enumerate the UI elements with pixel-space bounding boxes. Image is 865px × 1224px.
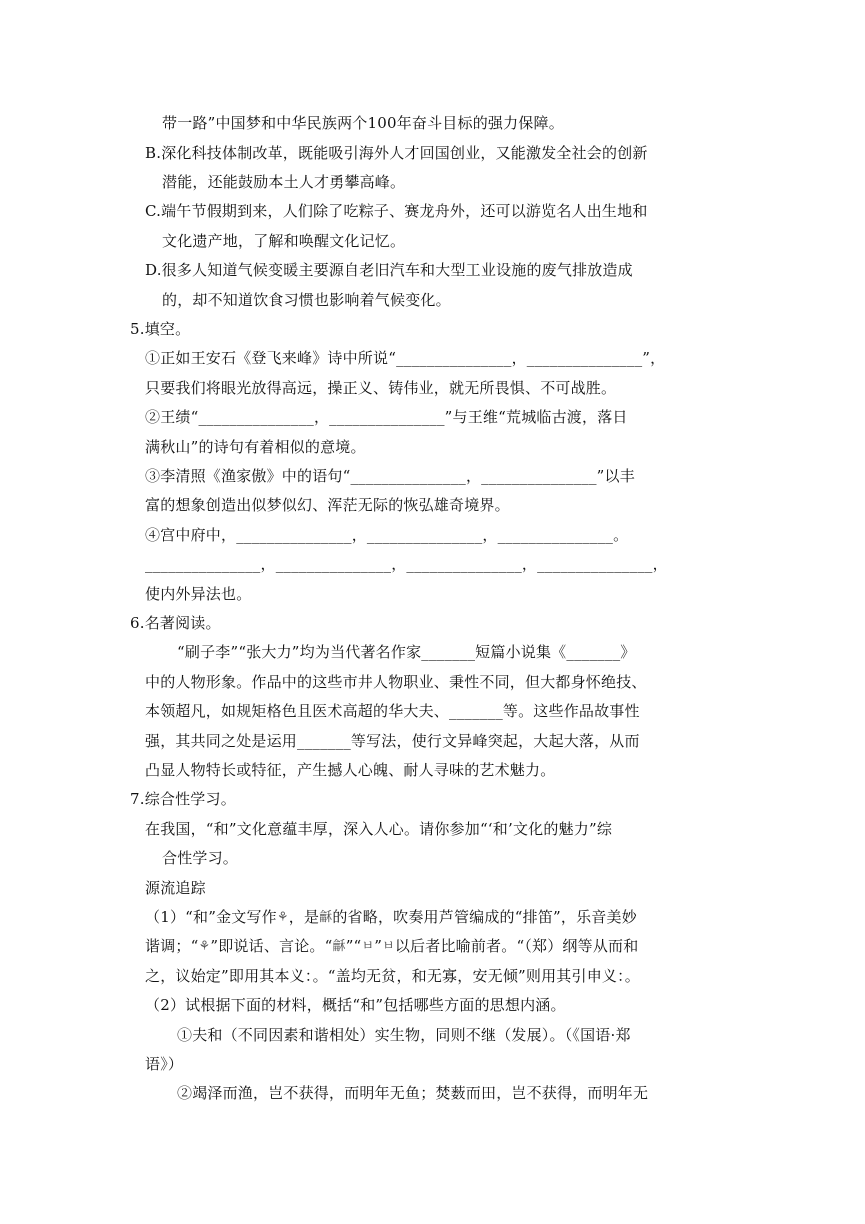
question-7-heading: 7.综合性学习。: [130, 790, 236, 808]
origin-text-2b: ”即说话、言论。“: [210, 937, 333, 955]
bronze-script-mouth-glyph-icon: ㅂ: [361, 939, 375, 954]
option-d-continuation: 的，却不知道饮食习惯也影响着气候变化。: [162, 291, 451, 309]
question-5-item-4-cont: _______________，_______________，_______________，_______________，: [145, 555, 668, 573]
question-7-intro-cont: 合性学习。: [162, 849, 239, 867]
question-6-para-1: “刷子李”“张大力”均为当代著名作家_______短篇小说集《_______》: [177, 643, 636, 661]
bronze-script-full-he-glyph-icon: 龢: [332, 939, 346, 954]
question-5-item-2-cont: 满秋山”的诗句有着相似的意境。: [145, 438, 366, 456]
question-5-item-2: ②王绩“_______________，_______________”与王维“荒城临古渡，落日: [145, 408, 628, 426]
section-heading-origin: 源流追踪: [145, 879, 206, 897]
origin-item-1: [145, 907, 637, 928]
option-c: C.端午节假期到来，人们除了吃粽子、赛龙舟外，还可以游览名人出生地和: [145, 202, 648, 220]
origin-item-1-cont: [145, 936, 638, 957]
bronze-script-speech-glyph-icon: ⚘: [198, 939, 211, 954]
question-6-para-4: 强，其共同之处是运用_______等写法，使行文异峰突起，大起大落，从而: [145, 732, 640, 750]
question-7-intro: 在我国，“和”文化意蕴丰厚，深入人心。请你参加“‘和’文化的魅力”综: [145, 820, 613, 838]
material-2: ②竭泽而渔，岂不获得，而明年无鱼；焚薮而田，岂不获得，而明年无: [177, 1084, 649, 1102]
question-6-para-3: 本领超凡，如规矩格色且医术高超的华大夫、_______等。这些作品故事性: [145, 702, 640, 720]
origin-item-2: （2）试根据下面的材料，概括“和”包括哪些方面的思想内涵。: [145, 996, 566, 1014]
origin-item-1-end: 之，议始定”即用其本义：。“盖均无贫，和无寡，安无倾”则用其引申义：。: [145, 967, 641, 985]
origin-text-1b: ，是: [288, 908, 320, 926]
option-d: D.很多人知道气候变暖主要源自老旧汽车和大型工业设施的废气排放造成: [145, 261, 633, 279]
question-5-item-4: ④宫中府中，_______________，_______________，_______________。: [145, 526, 629, 544]
origin-text-2e: 以后者比喻前者。“（郑）纲等从而和: [394, 937, 639, 955]
origin-text-2a: 谐调；“: [145, 937, 199, 955]
origin-text-2c: ”“: [345, 937, 362, 955]
question-6-heading: 6.名著阅读。: [130, 614, 221, 632]
question-6-para-2: 中的人物形象。作品中的这些市井人物职业、秉性不同，但大都身怀绝技、: [145, 673, 647, 691]
material-1-cont: 语》）: [145, 1055, 184, 1073]
option-b: B.深化科技体制改革，既能吸引海外人才回国创业，又能激发全社会的创新: [145, 144, 648, 162]
question-6-para-5: 凸显人物特长或特征，产生撼人心魄、耐人寻味的艺术魅力。: [145, 761, 556, 779]
question-5-item-3-cont: 富的想象创造出似梦似幻、浑茫无际的恢弘雄奇境界。: [145, 496, 510, 514]
question-5-heading: 5.填空。: [130, 320, 191, 338]
option-c-continuation: 文化遗产地，了解和唤醒文化记忆。: [162, 232, 406, 250]
origin-text-1a: （1）“和”金文写作: [145, 908, 277, 926]
question-5-item-4-end: 使内外异法也。: [145, 585, 252, 603]
bronze-script-mouth-glyph-icon: ㅂ: [382, 939, 395, 954]
question-5-item-3: ③李清照《渔家傲》中的语句“_______________，_______________”以丰: [145, 467, 635, 485]
option-b-continuation: 潜能，还能鼓励本土人才勇攀高峰。: [162, 173, 406, 191]
option-a-continuation: 带一路”中国梦和中华民族两个100年奋斗目标的强力保障。: [162, 114, 564, 132]
origin-text-1c: 的省略，吹奏用芦管编成的“排笛”，乐音美妙: [332, 908, 637, 926]
material-1: ①夫和（不同因素和谐相处）实生物，同则不继（发展）。（《国语·郑: [177, 1026, 631, 1044]
origin-text-2d: ”: [374, 937, 383, 955]
question-5-item-1: ①正如王安石《登飞来峰》诗中所说“_______________，_______________”，: [145, 349, 666, 367]
bronze-script-full-he-glyph-icon: 龢: [319, 910, 333, 925]
bronze-script-he-glyph-icon: ⚘: [276, 910, 289, 925]
question-5-item-1-cont: 只要我们将眼光放得高远，操正义、铸伟业，就无所畏惧、不可战胜。: [145, 379, 617, 397]
